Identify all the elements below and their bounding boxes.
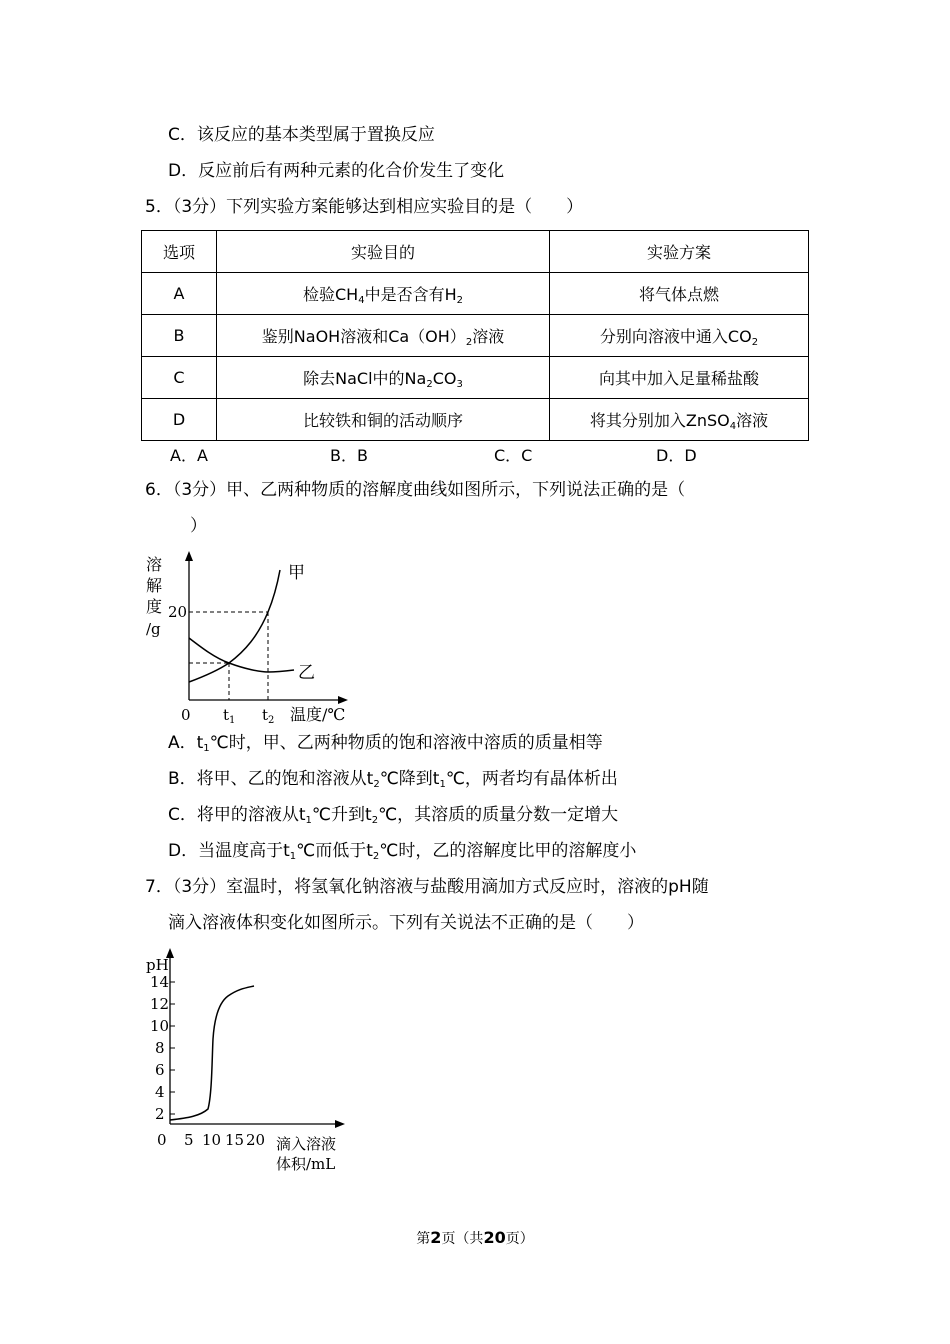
- x-axis-label-line2: 体积/mL: [276, 1155, 336, 1173]
- x-tick-label: $t_1$: [223, 706, 236, 726]
- table-cell-plan: 将气体点燃: [550, 273, 809, 315]
- table-header-cell: 实验方案: [550, 231, 809, 273]
- table-header-row: [142, 231, 809, 273]
- table-row: [142, 357, 809, 399]
- table-row: [142, 315, 809, 357]
- x-tick-label: 20: [246, 1131, 266, 1149]
- table-cell-purpose: 除去NaCl中的$Na_2CO_3$: [217, 357, 550, 399]
- q6-stem-line1: 6．（3分）甲、乙两种物质的溶解度曲线如图所示，下列说法正确的是（: [145, 480, 686, 500]
- q5-choice-c: C．C: [494, 446, 533, 465]
- origin-label: 0: [181, 706, 191, 724]
- q6-option-d: D．当温度高于$t_1℃$而低于$t_2℃$时，乙的溶解度比甲的溶解度小: [168, 841, 637, 862]
- q6-option-c: C．将甲的溶液从$t_1℃$升到$t_2℃$，其溶质的质量分数一定增大: [168, 805, 619, 826]
- table-header-cell: 实验目的: [217, 231, 550, 273]
- y-tick-label: 12: [150, 995, 170, 1013]
- table-cell-purpose: 比较铁和铜的活动顺序: [217, 399, 550, 441]
- q7-stem-line1: 7．（3分）室温时，将氢氧化钠溶液与盐酸用滴加方式反应时，溶液的pH随: [145, 877, 709, 897]
- total-pages: 20: [483, 1228, 506, 1247]
- q5-choice-d: D．D: [656, 446, 697, 465]
- page-number: 2: [430, 1228, 442, 1247]
- table-cell-purpose: 检验$CH_4$中是否含有$H_2$: [217, 273, 550, 315]
- x-tick-label: $t_2$: [262, 706, 275, 726]
- y-tick-label: 8: [155, 1039, 165, 1057]
- q5-table: [141, 230, 809, 441]
- x-axis-label-line1: 滴入溶液: [276, 1135, 337, 1153]
- ylabel-char: /g: [146, 620, 161, 638]
- q6-stem-line2: ）: [190, 516, 207, 536]
- table-cell-plan: 将其分别加入ZnSO$_4$溶液: [550, 399, 809, 441]
- table-cell-option: B: [142, 315, 217, 357]
- page-footer: 第2页（共20页）: [416, 1228, 534, 1247]
- x-axis-arrow: [335, 1120, 345, 1128]
- ph-curve: [170, 986, 254, 1120]
- ylabel-char: 解: [146, 576, 163, 595]
- y-axis-label: pH: [146, 956, 169, 974]
- table-cell-plan: 向其中加入足量稀盐酸: [550, 357, 809, 399]
- ylabel-char: 度: [146, 597, 163, 616]
- x-tick-label: 15: [225, 1131, 245, 1149]
- y-tick-label: 20: [168, 603, 188, 621]
- q4-option-c: C．该反应的基本类型属于置换反应: [168, 125, 435, 145]
- q4-option-d: D．反应前后有两种元素的化合价发生了变化: [168, 161, 505, 181]
- table-row: [142, 399, 809, 441]
- y-tick-label: 14: [150, 973, 170, 991]
- q5-stem: 5．（3分）下列实验方案能够达到相应实验目的是（ ）: [145, 197, 584, 217]
- table-row: [142, 273, 809, 315]
- q5-choice-b: B．B: [330, 446, 368, 465]
- y-tick-label: 6: [155, 1061, 165, 1079]
- curve-yi: [189, 638, 294, 672]
- ylabel-char: 溶: [146, 555, 163, 574]
- table-cell-option: C: [142, 357, 217, 399]
- y-axis-arrow: [185, 551, 193, 561]
- q6-option-a: A．$t_1℃$时，甲、乙两种物质的饱和溶液中溶质的质量相等: [168, 733, 603, 754]
- table-header-cell: 选项: [142, 231, 217, 273]
- x-tick-label: 10: [202, 1131, 222, 1149]
- series-label-jia: 甲: [288, 563, 305, 583]
- table-cell-plan: 分别向溶液中通入$CO_2$: [550, 315, 809, 357]
- x-tick-label: 0: [157, 1131, 167, 1149]
- table-cell-purpose: 鉴别NaOH溶液和$Ca(OH)_2$溶液: [217, 315, 550, 357]
- series-label-yi: 乙: [298, 663, 315, 683]
- y-tick-label: 10: [150, 1017, 170, 1035]
- ph-curve-figure: [140, 944, 360, 1176]
- table-cell-option: A: [142, 273, 217, 315]
- x-tick-label: 5: [184, 1131, 194, 1149]
- solubility-curve-figure: [140, 548, 370, 730]
- y-tick-label: 4: [155, 1083, 165, 1101]
- y-tick-label: 2: [155, 1105, 165, 1123]
- x-axis-arrow: [338, 696, 348, 704]
- table-cell-option: D: [142, 399, 217, 441]
- q7-stem-line2: 滴入溶液体积变化如图所示。下列有关说法不正确的是（ ）: [168, 913, 644, 933]
- q5-choice-a: A．A: [170, 446, 208, 465]
- x-axis-label: 温度/℃: [290, 705, 346, 724]
- q6-option-b: B．将甲、乙的饱和溶液从$t_2℃$降到$t_1℃$，两者均有晶体析出: [168, 769, 618, 790]
